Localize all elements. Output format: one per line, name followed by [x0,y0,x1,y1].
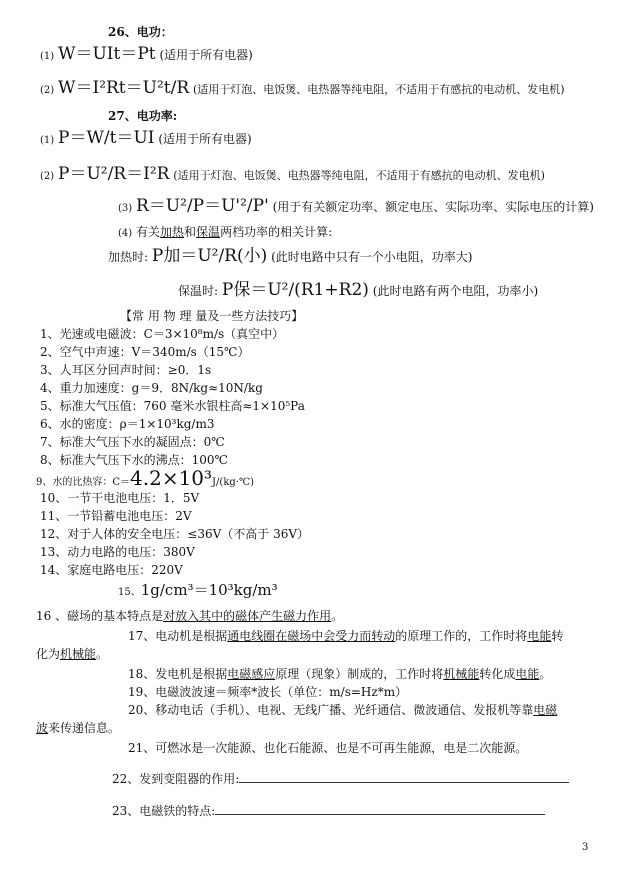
answer-blank-23[interactable] [215,802,545,815]
warming-formula: 保温时: P保＝U²/(R1+R2) (此时电路有两个电阻，功率小) [178,280,539,300]
paragraph-18: 18、发电机是根据电磁感应原理（现象）制成的，工作时将机械能转化成电能。 [128,667,552,681]
constant-item: 11、一节铅蓄电池电压：2V [40,509,192,523]
paragraph-22: 22、发到变阻器的作用: [112,770,569,787]
formula-26-1: (1) W＝UIt＝Pt (适用于所有电器) [40,44,253,64]
paragraph-19: 19、电磁波波速＝频率*波长（单位：m/s=Hz*m） [128,685,408,699]
constant-item: 3、人耳区分回声时间：≥0．1s [40,363,212,377]
constant-item-9: 9、水的比热容：C＝4.2×10³J/(kg·℃) [36,466,255,490]
formula-27-3: (3) R＝U²/P＝U'²/P' (用于有关额定功率、额定电压、实际功率、实际电压的计算) [118,196,594,216]
constant-item: 4、重力加速度：g＝9．8N/kg≈10N/kg [40,381,263,395]
formula-26-2: (2) W＝I²Rt＝U²t/R (适用于灯泡、电饭煲、电热器等纯电阻，不适用于有感抗的电动机、发电机) [40,78,565,98]
paragraph-17: 17、电动机是根据通电线圈在磁场中会受力而转动的原理工作的，工作时将电能转 [128,629,564,643]
paragraph-20: 20、移动电话（手机）、电视、无线广播、光纤通信、微波通信、发报机等靠电磁 [128,703,558,717]
paragraph-17-cont: 化为机械能。 [36,647,109,661]
constant-item: 6、水的密度：ρ＝1×10³kg/m3 [40,417,215,431]
constant-item: 10、一节干电池电压：1．5V [40,491,200,505]
constant-item-15: 15、1g/cm³＝10³kg/m³ [118,581,278,599]
constant-item: 8、标准大气压下水的沸点：100℃ [40,453,228,467]
answer-blank-22[interactable] [239,770,569,783]
formula-27-1: (1) P＝W/t＝UI (适用于所有电器) [40,128,252,148]
constant-item: 7、标准大气压下水的凝固点：0℃ [40,435,225,449]
paragraph-16: 16 、磁场的基本特点是对放入其中的磁体产生磁力作用。 [36,609,344,623]
constant-item: 2、空气中声速：V＝340m/s（15℃） [40,345,250,359]
page-number: 3 [582,842,589,853]
section-27-title: 27、电功率: [108,109,178,123]
section-26-title: 26、电功： [108,25,173,39]
constant-item: 5、标准大气压值：760 毫米水银柱高≈1×10⁵Pa [40,399,305,413]
paragraph-21: 21、可燃冰是一次能源、也化石能源、也是不可再生能源，电是二次能源。 [128,741,528,755]
formula-27-4: (4) 有关加热和保温两档功率的相关计算: [118,225,333,239]
formula-27-2: (2) P＝U²/R＝I²R (适用于灯泡、电饭煲、电热器等纯电阻，不适用于有感抗的电动机、发电机) [40,164,545,184]
heating-formula: 加热时: P加＝U²/R(小) (此时电路中只有一个小电阻，功率大) [108,246,473,266]
constants-heading: 【常 用 物 理 量及一些方法技巧】 [120,309,304,323]
paragraph-23: 23、电磁铁的特点: [112,802,545,819]
constant-item: 12、对于人体的安全电压：≤36V（不高于 36V） [40,527,310,541]
constant-item: 13、动力电路的电压：380V [40,545,195,559]
paragraph-20-cont: 波来传递信息。 [36,721,121,735]
constant-item: 14、家庭电路电压：220V [40,563,183,577]
constant-item: 1、光速或电磁波：C＝3×10⁸m/s（真空中） [40,327,285,341]
